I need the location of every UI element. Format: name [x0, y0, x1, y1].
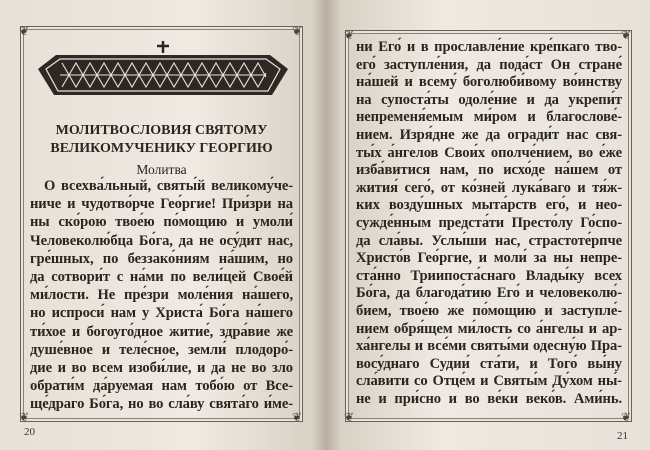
- text-line: да сотвори́т с на́ми по вели́цей Свое́й: [30, 269, 293, 285]
- text-line: сла́вити со Отце́м и Святы́м Ду́хом ны́-: [356, 373, 622, 390]
- prayer-title-line-2: ВЕЛИКОМУЧЕНИКУ ГЕОРГИЮ: [50, 141, 273, 156]
- page-number-left: 20: [24, 426, 35, 438]
- prayer-subtitle: Молитва: [136, 162, 187, 177]
- text-line: не и при́сно и во ве́ки веко́в. Ами́нь.: [356, 391, 622, 407]
- text-line: дие и во всем изоби́лие, и да не во зло: [30, 360, 293, 376]
- text-line: бием, твое́ю же по́мощию и заступле́-: [356, 303, 622, 319]
- corner-ornament-icon: ❦: [292, 410, 303, 424]
- text-line: изба́витися нам, по исхо́де на́шем от: [356, 162, 622, 179]
- text-line: ста́нно Триипоста́снаго Влады́ку всех: [356, 267, 622, 284]
- page-number-right: 21: [617, 430, 628, 442]
- text-line: Бо́га, да благода́тию Его́ и человеколю́-: [356, 285, 622, 302]
- text-line: обрати́м да́руемая нам тобо́ю от Все-: [30, 378, 293, 395]
- text-line: душе́вное и теле́сное, земли́ плодоро́-: [30, 341, 293, 358]
- text-line: Христо́в Гео́ргие, и моли́ за ны непре-: [356, 250, 622, 267]
- text-line: ми́лости. Не пре́зри моле́ния на́шего,: [30, 287, 293, 304]
- text-line: ких возду́шных мыта́рств его́, и нео-: [356, 197, 622, 214]
- text-line: нием обря́щем ми́лость со а́нгелы и ар-: [356, 320, 622, 337]
- corner-ornament-icon: ❦: [19, 24, 30, 38]
- corner-ornament-icon: ❦: [292, 24, 303, 38]
- headpiece-ornament: [36, 39, 290, 105]
- right-page-frame: [345, 30, 632, 422]
- left-page-frame: [20, 26, 303, 422]
- text-line: ха́нгелы и все́ми святы́ми одесну́ю Пра-: [356, 338, 622, 355]
- text-line: сужде́нным предста́ти Престо́лу Го́спо-: [356, 215, 622, 231]
- text-line: на супоста́ты одоле́ние и да укрепи́т: [356, 91, 622, 108]
- text-line: ти́хое и богоуго́дное житие́, здра́вие же: [30, 323, 293, 340]
- text-line: его́ заступле́ния, да пода́ст Он стране́: [356, 56, 622, 73]
- right-page: [325, 0, 650, 450]
- text-line: нием. Изря́дне же да огради́т нас свя-: [356, 127, 622, 143]
- text-line: гре́шных, по беззако́ниям на́шим, но: [30, 250, 293, 267]
- text-line: непременя́емым ми́ром и благослове́-: [356, 109, 622, 126]
- text-line: жития́ сего́, от ко́зней лука́ваго и тя́ж-: [356, 179, 622, 196]
- text-line: ще́драго Бо́га, но во сла́ву свята́го и́ме-: [30, 396, 293, 413]
- corner-ornament-icon: ❦: [621, 410, 632, 424]
- corner-ornament-icon: ❦: [344, 28, 355, 42]
- text-line: О всехва́льный, святы́й великому́че-: [44, 178, 293, 194]
- text-line: ни Его́ и в прославле́ние кре́пкаго тво-: [356, 39, 622, 55]
- text-line: ниче и чудотво́рче Гео́ргие! При́зри на: [30, 196, 293, 213]
- text-line: на́шей и всему́ боголюби́вому во́инству: [356, 74, 622, 91]
- text-line: Человеколю́бца Бо́га, да не осу́дит нас,: [30, 232, 293, 249]
- corner-ornament-icon: ❦: [621, 28, 632, 42]
- text-line: но испроси́ нам у Христа́ Бо́га на́шего: [30, 305, 293, 322]
- text-line: ты́х а́нгелов Свои́х ополче́нием, во е́же: [356, 144, 622, 161]
- corner-ornament-icon: ❦: [344, 410, 355, 424]
- corner-ornament-icon: ❦: [19, 410, 30, 424]
- text-line: да сла́вы. Услы́ши нас, страстоте́рпче: [356, 232, 622, 249]
- text-line: восу́днаго Судии́ ста́ти, и Того́ вы́ну: [356, 355, 622, 372]
- text-line: ны ско́рою твое́ю по́мощию и умоли́: [30, 214, 293, 231]
- prayer-title-line-1: МОЛИТВОСЛОВИЯ СВЯТОМУ: [55, 123, 268, 138]
